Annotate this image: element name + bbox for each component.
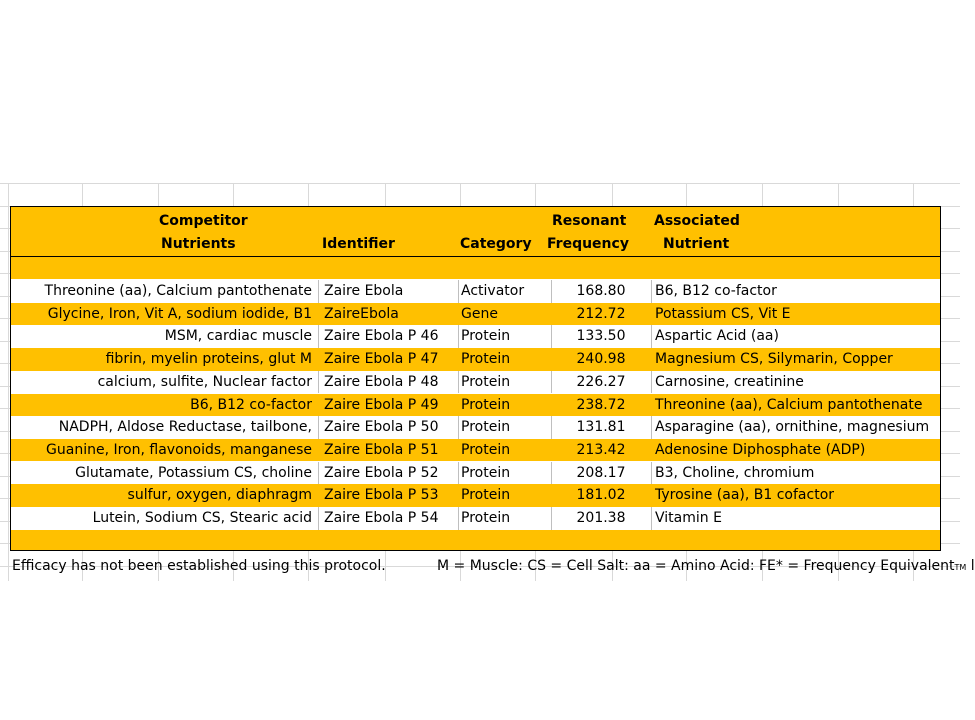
column-separator xyxy=(318,416,319,439)
cell-category: Protein xyxy=(461,510,511,526)
header-associated-line1: Associated xyxy=(654,213,740,229)
cell-associated: Potassium CS, Vit E xyxy=(655,305,791,322)
cell-competitor: Guanine, Iron, flavonoids, manganese xyxy=(46,441,312,458)
cell-identifier: Zaire Ebola P 47 xyxy=(324,351,439,368)
cell-competitor: Threonine (aa), Calcium pantothenate xyxy=(44,283,312,299)
table-row xyxy=(11,303,940,326)
column-separator xyxy=(318,371,319,394)
column-separator xyxy=(318,507,319,530)
table-row xyxy=(11,416,940,439)
column-separator xyxy=(651,325,652,348)
table-row xyxy=(11,484,940,507)
column-separator xyxy=(458,394,459,417)
cell-category: Protein xyxy=(461,419,511,436)
cell-identifier: Zaire Ebola P 54 xyxy=(324,510,439,526)
cell-associated: Carnosine, creatinine xyxy=(655,373,804,390)
cell-category: Protein xyxy=(461,396,511,413)
header-frequency-line2: Frequency xyxy=(547,236,629,252)
table-row xyxy=(11,439,940,462)
cell-competitor: B6, B12 co-factor xyxy=(190,396,312,413)
cell-competitor: NADPH, Aldose Reductase, tailbone, xyxy=(58,419,312,436)
cell-competitor: sulfur, oxygen, diaphragm xyxy=(127,487,312,504)
column-separator xyxy=(458,280,459,303)
cell-associated: B6, B12 co-factor xyxy=(655,283,777,299)
column-separator xyxy=(651,416,652,439)
column-separator xyxy=(318,439,319,462)
spacer-band-bottom xyxy=(11,530,940,550)
cell-identifier: Zaire Ebola P 52 xyxy=(324,464,439,481)
grid-line xyxy=(8,183,9,581)
cell-frequency: 212.72 xyxy=(576,305,626,322)
column-separator xyxy=(651,394,652,417)
cell-associated: Threonine (aa), Calcium pantothenate xyxy=(655,396,923,413)
column-separator xyxy=(318,462,319,485)
cell-frequency: 238.72 xyxy=(576,396,626,413)
cell-associated: Tyrosine (aa), B1 cofactor xyxy=(655,487,835,504)
column-separator xyxy=(318,325,319,348)
cell-category: Protein xyxy=(461,464,511,481)
cell-category: Protein xyxy=(461,328,511,345)
column-separator xyxy=(318,303,319,326)
cell-competitor: Lutein, Sodium CS, Stearic acid xyxy=(92,510,312,526)
footer-legend-tail: l xyxy=(966,558,975,574)
grid-line xyxy=(0,183,960,184)
column-separator xyxy=(318,484,319,507)
column-separator xyxy=(458,303,459,326)
footer-legend-tm: TM xyxy=(954,563,967,572)
column-separator xyxy=(651,507,652,530)
header-associated-line2: Nutrient xyxy=(663,236,730,252)
table-row xyxy=(11,371,940,394)
cell-frequency: 201.38 xyxy=(576,510,626,526)
cell-identifier: Zaire Ebola P 50 xyxy=(324,419,439,436)
cell-frequency: 168.80 xyxy=(576,283,626,299)
column-separator xyxy=(651,303,652,326)
cell-associated: Magnesium CS, Silymarin, Copper xyxy=(655,351,893,368)
header-frequency-line1: Resonant xyxy=(552,213,627,229)
cell-frequency: 226.27 xyxy=(576,373,626,390)
column-separator xyxy=(458,484,459,507)
column-separator xyxy=(651,280,652,303)
cell-identifier: Zaire Ebola P 49 xyxy=(324,396,439,413)
footer-disclaimer: Efficacy has not been established using this protocol. xyxy=(12,558,386,574)
column-separator xyxy=(458,348,459,371)
cell-category: Protein xyxy=(461,487,511,504)
cell-competitor: calcium, sulfite, Nuclear factor xyxy=(97,373,312,390)
header-competitor-line1: Competitor xyxy=(159,213,248,229)
cell-frequency: 208.17 xyxy=(576,464,626,481)
column-separator xyxy=(651,371,652,394)
data-table xyxy=(10,206,941,551)
cell-category: Protein xyxy=(461,373,511,390)
cell-associated: Asparagine (aa), ornithine, magnesium xyxy=(655,419,930,436)
header-category: Category xyxy=(460,236,532,252)
table-row xyxy=(11,280,940,303)
column-separator xyxy=(651,484,652,507)
column-separator xyxy=(458,325,459,348)
column-separator xyxy=(651,462,652,485)
cell-identifier: Zaire Ebola P 46 xyxy=(324,328,439,345)
footer-legend-text: M = Muscle: CS = Cell Salt: aa = Amino Acid: FE* = Frequency Equivalent xyxy=(437,558,955,574)
column-separator xyxy=(458,507,459,530)
cell-identifier: Zaire Ebola xyxy=(324,283,404,299)
header-competitor-line2: Nutrients xyxy=(161,236,236,252)
cell-associated: B3, Choline, chromium xyxy=(655,464,815,481)
column-separator xyxy=(458,371,459,394)
cell-competitor: Glycine, Iron, Vit A, sodium iodide, B1 xyxy=(47,305,312,322)
column-separator xyxy=(651,439,652,462)
table-row xyxy=(11,325,940,348)
cell-category: Protein xyxy=(461,351,511,368)
table-row xyxy=(11,462,940,485)
cell-identifier: Zaire Ebola P 48 xyxy=(324,373,439,390)
table-row xyxy=(11,348,940,371)
cell-identifier: ZaireEbola xyxy=(324,305,399,322)
footer-legend xyxy=(437,556,975,576)
column-separator xyxy=(651,348,652,371)
cell-frequency: 131.81 xyxy=(576,419,626,436)
cell-category: Protein xyxy=(461,441,511,458)
cell-identifier: Zaire Ebola P 53 xyxy=(324,487,439,504)
cell-competitor: Glutamate, Potassium CS, choline xyxy=(75,464,312,481)
cell-frequency: 133.50 xyxy=(576,328,626,345)
table-row xyxy=(11,394,940,417)
column-separator xyxy=(458,462,459,485)
header-identifier: Identifier xyxy=(322,236,395,252)
cell-category: Gene xyxy=(461,305,498,322)
column-separator xyxy=(318,394,319,417)
cell-frequency: 213.42 xyxy=(576,441,626,458)
column-separator xyxy=(318,348,319,371)
column-separator xyxy=(458,439,459,462)
column-separator xyxy=(458,416,459,439)
cell-category: Activator xyxy=(461,283,525,299)
cell-frequency: 240.98 xyxy=(576,351,626,368)
cell-competitor: MSM, cardiac muscle xyxy=(164,328,312,345)
cell-frequency: 181.02 xyxy=(576,487,626,504)
cell-associated: Aspartic Acid (aa) xyxy=(655,328,779,345)
cell-associated: Vitamin E xyxy=(655,510,722,526)
spacer-band-top xyxy=(11,257,940,279)
table-header xyxy=(11,207,940,257)
cell-associated: Adenosine Diphosphate (ADP) xyxy=(655,441,866,458)
cell-competitor: fibrin, myelin proteins, glut M xyxy=(105,351,312,368)
cell-identifier: Zaire Ebola P 51 xyxy=(324,441,439,458)
column-separator xyxy=(318,280,319,303)
table-row xyxy=(11,507,940,530)
